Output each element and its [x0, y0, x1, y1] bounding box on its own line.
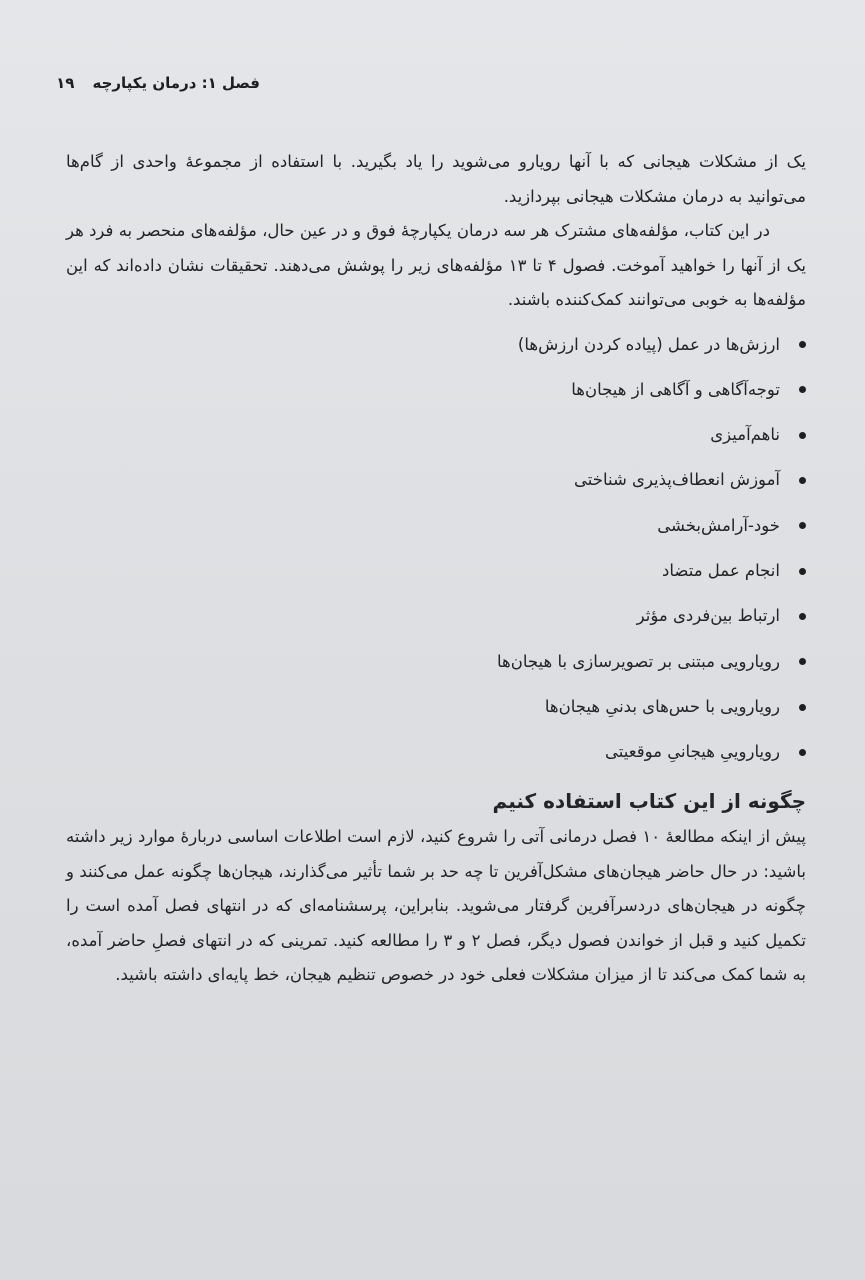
bullet-icon	[799, 432, 806, 439]
page-number: ۱۹	[56, 74, 75, 92]
paragraph-intro: یک از مشکلات هیجانی که با آنها رویارو می‌شوید را یاد بگیرید. با استفاده از مجموعهٔ واحدی از گام‌ها می‌توانید به درمان مشکلات هیجانی بپردازید.	[66, 152, 806, 206]
paragraph-how-to-use: پیش از اینکه مطالعهٔ ۱۰ فصل درمانی آتی را شروع کنید، لازم است اطلاعات اساسی دربارهٔ موارد زیر داشته باشید: در حال حاضر هیجان‌های مشکل‌آفرین تا چه حد بر شما تأثیر می‌گذارند، هیجان‌ها چگونه عمل می‌کنند و چگونه در هیجان‌های دردسرآفرین گرفتار می‌شوید. بنابراین، پرسشنامه‌ای که در انتهای فصل آمده است را تکمیل کنید و قبل از خواندن فصول دیگر، فصل ۲ و ۳ را مطالعه کنید. تمرینی که در انتهای فصلِ حاضر آمده، به شما کمک می‌کند تا از میزان مشکلات فعلی خود در خصوص تنظیم هیجان، خط پایه‌ای داشته باشید.	[66, 827, 806, 985]
list-item-text: توجه‌آگاهی و آگاهی از هیجان‌ها	[571, 379, 780, 399]
components-list	[66, 322, 806, 775]
list-item-text: آموزش انعطاف‌پذیری شناختی	[574, 470, 780, 490]
list-item	[66, 503, 806, 548]
bullet-icon	[799, 386, 806, 393]
list-item	[66, 412, 806, 457]
page-content	[66, 145, 806, 993]
bullet-icon	[799, 477, 806, 484]
list-item-text: ناهم‌آمیزی	[710, 425, 780, 445]
section-heading: چگونه از این کتاب استفاده کنیم	[492, 789, 806, 814]
chapter-title: فصل ۱: درمان یکپارچه	[92, 74, 260, 92]
bullet-icon	[799, 613, 806, 620]
list-item	[66, 593, 806, 638]
list-item	[66, 729, 806, 774]
bullet-icon	[799, 704, 806, 711]
list-item-text: ارتباط بین‌فردی مؤثر	[636, 606, 780, 626]
bullet-icon	[799, 568, 806, 575]
bullet-icon	[799, 522, 806, 529]
paragraph-components: در این کتاب، مؤلفه‌های مشترک هر سه درمان یکپارچهٔ فوق و در عین حال، مؤلفه‌های منحصر به فرد هر یک از آنها را خواهید آموخت. فصول ۴ تا ۱۳ مؤلفه‌های زیر را پوشش می‌دهند. تحقیقات نشان داده‌اند که این مؤلفه‌ها به خوبی می‌توانند کمک‌کننده باشند.	[66, 221, 806, 309]
list-item	[66, 457, 806, 502]
list-item-text: رویاروییِ هیجانیِ موقعیتی	[605, 742, 780, 762]
list-item-text: ارزش‌ها در عمل (پیاده کردن ارزش‌ها)	[517, 334, 780, 354]
list-item	[66, 548, 806, 593]
list-item-text: رویارویی با حس‌های بدنیِ هیجان‌ها	[544, 696, 780, 716]
list-item-text: رویارویی مبتنی بر تصویرسازی با هیجان‌ها	[497, 651, 780, 671]
bullet-icon	[799, 749, 806, 756]
list-item	[66, 322, 806, 367]
list-item-text: خود-آرامش‌بخشی	[657, 515, 780, 535]
bullet-icon	[799, 658, 806, 665]
list-item-text: انجام عمل متضاد	[662, 560, 780, 580]
list-item	[66, 367, 806, 412]
list-item	[66, 684, 806, 729]
running-header	[56, 74, 260, 92]
bullet-icon	[799, 341, 806, 348]
list-item	[66, 639, 806, 684]
